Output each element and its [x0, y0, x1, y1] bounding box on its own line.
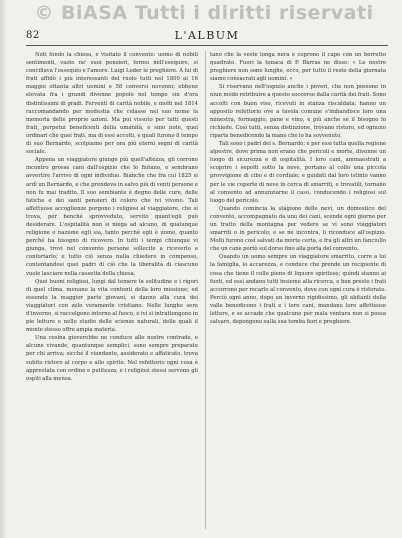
page-header	[26, 30, 388, 44]
paragraph: Quando un uomo sempre un viaggiatore smarrito, corre a lui la famiglia, lo accarezza, e conduce che prende un recipiente di cosa che tiene il collo pieno di liquore spiritoso; quindi stanno ai fuoti, ed essi andano tutti insieme alla ricerca, e ben presto i frati accorrono per recarlo al convento, dove con ogni cura è ristorato. Perciò ogni anno, dopo un inverno rigidissimo, gli abitanti della valle benedicono i frati e i loro cani, mandano loro affettuose lettere, e se accade che qualcuno per mala ventura non si possa salvare, depongono sulla sua tomba fiori e preghiere.	[210, 254, 386, 326]
column-divider	[205, 51, 206, 529]
paragraph: Noti fondo la chiesa, e visitato il convento: uomo di nobili sentimenti, vasto ne' suoi pensieri, fermo nell'esequire, si conciliava l'ossequio e l'amore. Luigi Loder le preghiere. A lui di frati affidò i più interessanti del ruolo tutti nel 1800 al 16 maggio ottanta altri uomini e 58 conversi novenni; ebbene elevata fra i grandi divenne popolo nel tempo sin d'ora distintissimi di gradi. Ferventi di carità nobile, e molti nel 1814 raccomandando per modestia che celasse nel suo nome la memoria delle proprie azioni. Ma poi vissuto per tutti questi frati, perpetui beneficenti della umanità, e sino note, quei ordinari che quei frati, ma di essi accolti, e quali furono il tempo di suo Bernardo, scolpiamo per ora più eterni segni di carità sociale.	[26, 52, 198, 156]
paragraph: tano che la veste longa nera e coprono il capo con un berretto quadrato. Fuori la tonaca di P. Barras ne disse: « Le nostre preghiere non sono lunghe, ecco, per tutto il resto della giornata siamo consacrati agli uomini. »	[210, 52, 386, 83]
copyright-watermark: © BiASA Tutti i diritti riservati	[34, 2, 374, 24]
book-page	[6, 0, 402, 538]
left-column	[26, 51, 198, 383]
paragraph: Appena un viaggiatore giunge più quell'altezza, gli corrono incontro grosse cani dall'ospizio che lo fiutano, e sembrano avvertire l'arrivo di ogni individuo. Bianche che fra cui 1825 si ardì un Bernardo, e che prendeva in salvo più di venti persone e non fu mai tradito. Il suo sembiante è degno delle cure, delle fatiche e dei santi pensieri di coloro che ivi vivono. Tali affettuose accoglienze porgono i religiosi al viaggiatore, che si trova, per benché sprovveduto, servito quant'egli può desiderare. L'ospitalità non si niega ad alcuno, di qualunque religione o nazione egli sia, tanto perché egli è uomo, quanto perché ha bisogno di ricovero. In tutti i tempi chiunque vi giunga, trovi nel convento persone sollecite a riceverlo e confortarlo; e tutto ciò senza nulla chiedere in compenso, contentandosi quei padri di ciò che la liberalità di ciascuno vuole lasciare nella cassetta della chiesa.	[26, 157, 198, 277]
paragraph: Tali sono i padri del s. Bernardo; e per essi tutta quella regione alpestre, dove prima non erano che pericoli e morte, divenne un luogo di sicurezza e di ospitalità. I loro cani, ammaestrati a scoprire i sepolti sotto la neve, portano al collo una piccola provvigione di cibo e di cordiale; e guidati dal loro istinto vanno per le vie coperte di neve in cerca di smarriti, e trovatili, tornano al convento ad annunziarne il caso, conducendo i religiosi sul luogo del pericolo.	[210, 141, 386, 204]
paragraph: Si riservano nell'ospizio anche i poveri, che non possono in niun modo retribuire a questo soccorso dalla carità dei frati. Sono accolti con buon viso, ricevuti in stanza riscaldata; hanno un apposito refettorio ove a tavola comune s'imbandisce loro una minestra, formaggio, pane e vino, e più anche se il bisogno lo richiede. Così tutti, senza distinzione, trovano ristoro, ed ognuno riparte benedicendo la mano che lo ha sovvenuto.	[210, 84, 386, 139]
paragraph: Quando comincia la stagione delle nevi, un domestico del convento, accompagnato da uno dei cani, scende ogni giorno per un tratto della montagna per vedere se vi sono viaggiatori smarriti o in pericolo; e se ne incontra, li riconduce all'ospizio. Molti furono così salvati da morte certa, e fra gli altri un fanciullo che un cane portò sul dorso fino alla porta del convento.	[210, 205, 386, 253]
paragraph: Quei buoni religiosi, lungi dal temere la solitudine e i rigori di quel clima, menano la vita contenti della loro missione; ed essendo la maggior parte giovani, si danno alla cura dei viaggiatori con zelo veramente cristiano. Nelle lunghe sere d'inverno, si raccolgono intorno al fuoco, e ivi si intrattengono in pie letture e nello studio delle scienze naturali, delle quali il monte stesso offre ampia materia.	[26, 278, 198, 334]
page-number: 82	[26, 30, 40, 41]
right-column	[210, 51, 386, 326]
paragraph: Una cosina gioverebbe ne conduce alle nostre contrade, e alcune vivande, quantunque semplici, sono sempre preparate per chi arriva; sicché il viandante, assiderato e affaticato, trova subito ristoro al corpo e allo spirito. Nel refettorio ogni cosa è apprestata con ordine e pulitezza, e i religiosi stessi servono gli ospiti alla mensa.	[26, 335, 198, 382]
header-rule	[26, 45, 388, 46]
running-head: L'ALBUM	[174, 29, 240, 42]
